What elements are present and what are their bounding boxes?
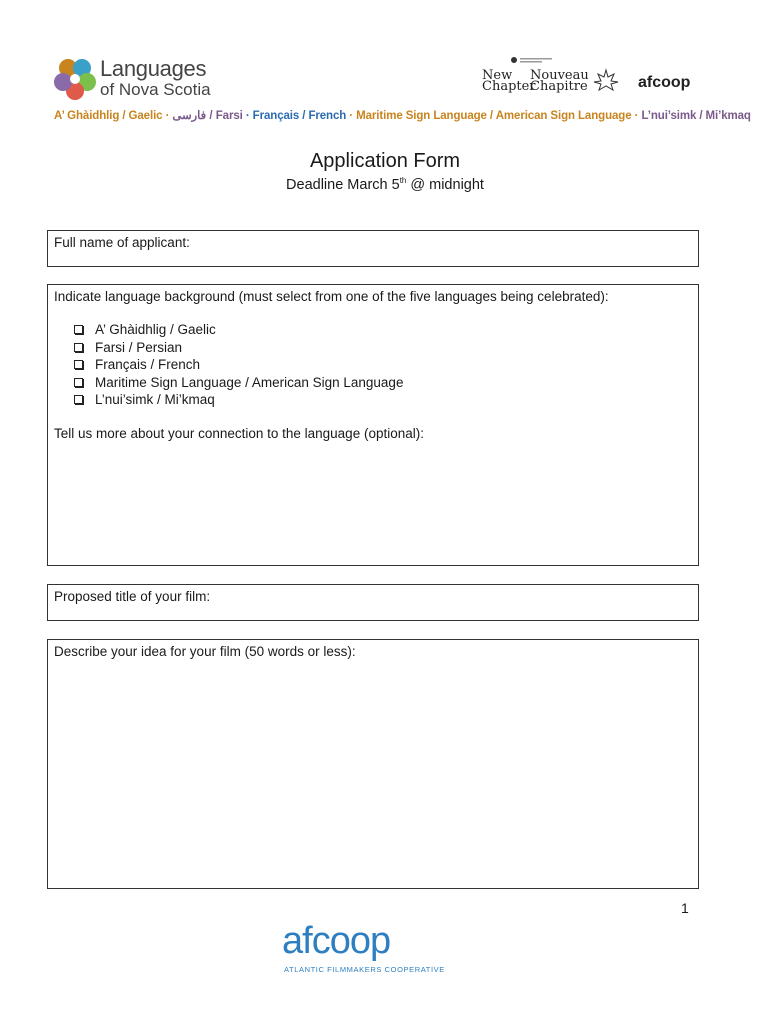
afcoop-tagline: ATLANTIC FILMMAKERS COOPERATIVE (284, 965, 445, 974)
brand-name-line1: Languages (100, 56, 207, 81)
checkbox-icon[interactable] (74, 343, 83, 352)
film-title-label: Proposed title of your film: (54, 589, 211, 604)
language-option-french[interactable] (74, 356, 403, 374)
language-strip-item: فارسی / Farsi (172, 110, 243, 122)
afcoop-footer-logo (282, 920, 445, 976)
afcoop-brand: afcoop (282, 920, 391, 962)
language-background-section (47, 284, 699, 566)
deadline-ordinal: th (399, 176, 407, 185)
languages-strip (54, 108, 751, 122)
page-number: 1 (681, 900, 689, 916)
full-name-field[interactable] (47, 230, 699, 267)
language-strip-item: Français / French (252, 110, 347, 122)
language-option-sign-language[interactable] (74, 374, 403, 392)
languages-of-nova-scotia-logo (54, 54, 211, 104)
language-option-mikmaq[interactable] (74, 391, 403, 409)
deadline-suffix: @ midnight (406, 176, 484, 193)
option-label: Maritime Sign Language / American Sign Language (95, 374, 404, 390)
language-option-gaelic[interactable] (74, 321, 403, 339)
option-label: Farsi / Persian (95, 339, 183, 355)
language-connection-label: Tell us more about your connection to the language (optional): (54, 426, 424, 441)
option-label: Français / French (95, 357, 201, 373)
language-strip-item: · (346, 110, 357, 122)
film-idea-field[interactable] (47, 639, 699, 889)
flower-logo-icon (54, 56, 96, 100)
deadline-prefix: Deadline March 5 (286, 176, 400, 193)
option-label: A’ Ghàidhlig / Gaelic (95, 322, 216, 338)
film-idea-label: Describe your idea for your film (50 words or less): (54, 644, 356, 659)
checkbox-icon[interactable] (74, 378, 83, 387)
language-options (74, 321, 403, 409)
language-background-label: Indicate language background (must select from one of the five languages being celebrated): (54, 289, 609, 304)
language-strip-item: · (162, 110, 173, 122)
brand-name-line2: of Nova Scotia (100, 80, 211, 99)
canada-council-leaf-icon (592, 68, 620, 96)
checkbox-icon[interactable] (74, 325, 83, 334)
language-strip-item: L’nui’simk / Mi’kmaq (641, 110, 751, 122)
checkbox-icon[interactable] (74, 360, 83, 369)
checkbox-icon[interactable] (74, 395, 83, 404)
language-strip-item: · (631, 110, 642, 122)
full-name-label: Full name of applicant: (54, 235, 190, 250)
language-option-farsi[interactable] (74, 339, 403, 357)
deadline-text (0, 176, 770, 193)
language-strip-item: Maritime Sign Language / American Sign Language (356, 110, 632, 122)
language-strip-item: · (242, 110, 253, 122)
government-crest-icon (510, 56, 554, 64)
afcoop-sponsor-logo: afcoop (638, 74, 691, 91)
option-label: L’nui’simk / Mi’kmaq (95, 392, 215, 408)
language-strip-item: A’ Ghàidhlig / Gaelic (54, 110, 163, 122)
nouveau-chapitre-logo: Nouveau Chapitre (530, 68, 589, 94)
new-chapter-logo: New Chapter (482, 68, 536, 94)
film-title-field[interactable] (47, 584, 699, 621)
sponsor-logos (480, 56, 695, 102)
form-title: Application Form (309, 150, 461, 172)
